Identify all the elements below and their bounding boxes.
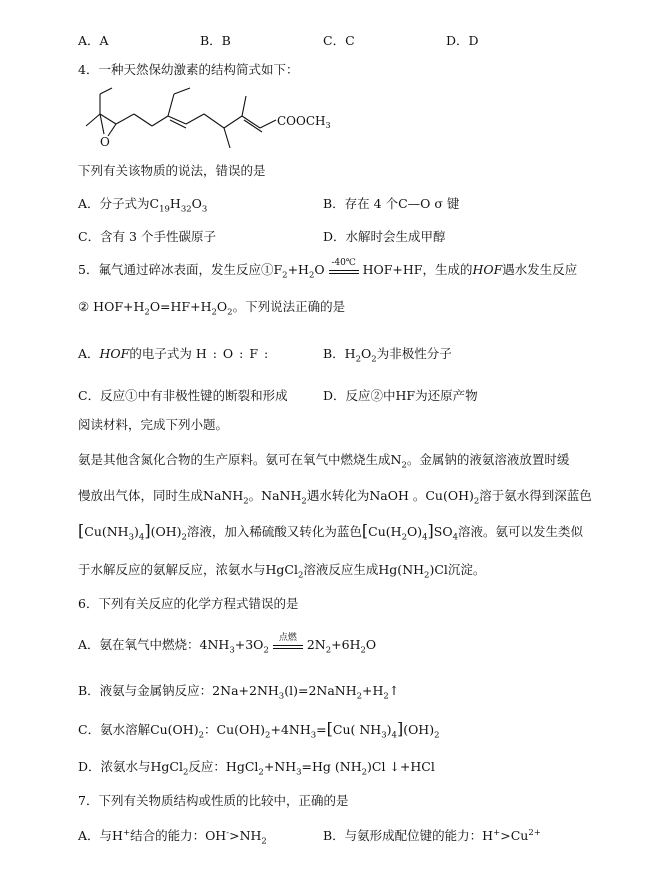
q4-option-d: D．水解时会生成甲醇: [323, 229, 446, 244]
passage-line-1: 氨是其他含氮化合物的生产原料。氨可在氧气中燃烧生成$N_2$。金属钠的液氨溶液放置时缓: [78, 452, 570, 471]
q5-option-c: C．反应①中有非极性键的断裂和形成: [78, 388, 288, 403]
passage-intro: 阅读材料，完成下列小题。: [78, 417, 229, 432]
passage-line-2: 慢放出气体，同时生成NaNH$_2$。NaNH$_2$遇水转化为NaOH 。$Cu(OH)_2$溶于氨水得到深蓝色: [78, 488, 592, 507]
q7-option-b: B．与氨形成配位键的能力：$H^+>Cu^{2+}$: [323, 827, 541, 843]
q6-option-b: B．液氨与金属钠反应：$2Na+2NH_3(l)=2NaNH_2+H_2↑$: [78, 683, 400, 702]
q5-option-a: A．HOF的电子式为 H : O : F :: [78, 346, 270, 361]
q4-question: 下列有关该物质的说法，错误的是: [78, 163, 266, 178]
q5-line-2: ② $HOF+H_2O=HF+H_2O_2$。下列说法正确的是: [78, 299, 346, 318]
q7-option-a: A．与H+结合的能力：$OH^->NH_2$: [78, 827, 267, 847]
q5-option-b: B．$H_2O_2$为非极性分子: [323, 346, 452, 365]
q3-option-d: D．D: [446, 33, 479, 48]
q3-option-b: B．B: [200, 33, 231, 48]
q7-stem: 7．下列有关物质结构或性质的比较中，正确的是: [78, 793, 349, 808]
q4-stem: 4．一种天然保幼激素的结构简式如下：: [78, 62, 299, 77]
q4-option-b: B．存在 4 个C—O σ 键: [323, 196, 460, 211]
ester-sub: 3: [325, 121, 331, 130]
q6-option-d: D．浓氨水与HgCl$_2$反应：$HgCl_2+NH_3=Hg$ $(NH_2)Cl$ ↓+HCl: [78, 759, 435, 778]
q6-option-c: C．氨水溶解$Cu(OH)_2$：$Cu(OH)_2+4NH_3=[Cu$( $NH_3)_4](OH)_2$: [78, 719, 440, 741]
passage-line-4: 于水解反应的氨解反应，浓氨水与HgCl$_2$溶液反应生成$Hg(NH_2)Cl$沉淀。: [78, 562, 486, 581]
ignition-condition: 点燃: [273, 639, 303, 649]
q6-option-a: A．氨在氧气中燃烧：$4NH_3+3O_2$ 点燃 $2N_2+6H_2O$: [78, 633, 377, 656]
q4-option-c: C．含有 3 个手性碳原子: [78, 229, 216, 244]
ring-oxygen: O: [100, 135, 110, 149]
electron-formula: H : O : F :: [195, 346, 270, 361]
q5-line-1: 5．氟气通过碎冰表面，发生反应$①F_2+H_2O$ -40℃ HOF+HF，生成的HOF遇水发生反应: [78, 258, 578, 281]
passage-line-3: $[Cu(NH_3)_4](OH)_2$溶液，加入稀硫酸又转化为蓝色$[Cu(H_2O)_4]SO_4$溶液。氨可以发生类似: [78, 521, 584, 543]
q5-option-d: D．反应②中HF为还原产物: [323, 388, 478, 403]
q6-stem: 6．下列有关反应的化学方程式错误的是: [78, 596, 299, 611]
q4-structure-diagram: [78, 84, 378, 156]
reaction-condition: -40℃: [329, 264, 359, 274]
q3-option-c: C．C: [323, 33, 355, 48]
ester-group: COOCH: [277, 114, 326, 128]
q3-option-a: A．A: [78, 33, 109, 48]
q4-option-a: A．分子式为$C_{19}H_{32}O_3$: [78, 196, 208, 215]
svg-text:COOCH3: [277, 114, 331, 130]
